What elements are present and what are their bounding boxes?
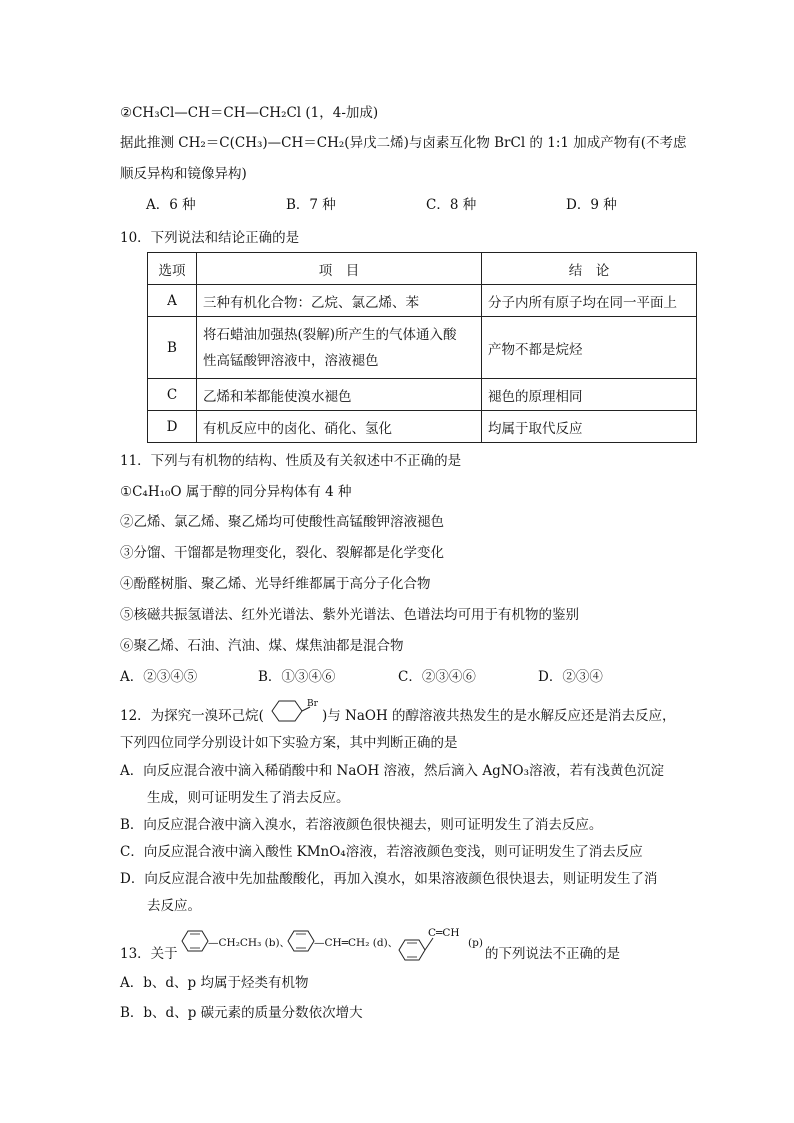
table-row [148, 317, 697, 379]
q12-option-a-line1: A．向反应混合液中滴入稀硝酸中和 NaOH 溶液，然后滴入 AgNO₃溶液，若有浅黄色沉淀 [120, 763, 665, 779]
table-header-row [148, 253, 697, 285]
row-item: 有机反应中的卤化、硝化、氢化 [197, 411, 482, 443]
q10-table [147, 252, 697, 443]
row-item: 乙烯和苯都能使溴水褪色 [197, 379, 482, 411]
br-label: Br [307, 699, 318, 709]
table-row [148, 379, 697, 411]
q9-line2: 据此推测 CH₂＝C(CH₃)—CH＝CH₂(异戊二烯)与卤素互化物 BrCl 的 1:1 加成产物有(不考虑 [120, 135, 687, 151]
q12-option-c: C．向反应混合液中滴入酸性 KMnO₄溶液，若溶液颜色变浅，则可证明发生了消去反应 [120, 844, 643, 860]
q11-item-5: ⑤核磁共振氢谱法、红外光谱法、紫外光谱法、色谱法均可用于有机物的鉴别 [120, 607, 579, 623]
row-item-line1: 将石蜡油加强热(裂解)所产生的气体通入酸 [203, 326, 457, 343]
row-item-line2: 性高锰酸钾溶液中，溶液褪色 [203, 352, 379, 369]
q13-option-a: A．b、d、p 均属于烃类有机物 [120, 975, 309, 991]
q12-option-a-line2: 生成，则可证明发生了消去反应。 [147, 790, 350, 806]
header-item: 项 目 [197, 253, 482, 285]
q11-options [120, 668, 603, 686]
q11-stem: 11．下列与有机物的结构、性质及有关叙述中不正确的是 [120, 453, 462, 469]
p-top-label: C═CH [428, 927, 460, 939]
q11-item-6: ⑥聚乙烯、石油、汽油、煤、煤焦油都是混合物 [120, 638, 404, 654]
q11-option-b: B．①③④⑥ [258, 669, 336, 685]
q13-prefix: 13．关于 [120, 946, 178, 962]
q11-item-1: ①C₄H₁₀O 属于醇的同分异构体有 4 种 [120, 484, 352, 500]
q11-item-4: ④酚醛树脂、聚乙烯、光导纤维都属于高分子化合物 [120, 576, 431, 592]
q9-option-c: C．8 种 [426, 197, 477, 213]
q9-line1: ②CH₃Cl—CH＝CH—CH₂Cl (1，4-加成) [120, 105, 379, 121]
q9-options [146, 196, 617, 214]
header-conclusion: 结 论 [482, 253, 697, 285]
styrene-structure [284, 928, 318, 954]
q11-option-d: D．②③④ [538, 669, 603, 685]
q12-option-d-line1: D．向反应混合液中先加盐酸酸化，再加入溴水，如果溶液颜色很快退去，则证明发生了消 [120, 871, 658, 887]
q11-option-c: C．②③④⑥ [398, 669, 476, 685]
q9-option-b: B．7 种 [286, 197, 336, 213]
q12-option-d-line2: 去反应。 [147, 898, 201, 914]
table-row [148, 411, 697, 443]
d-label: —CH═CH₂ (d)、 [314, 937, 399, 949]
q9-option-a: A．6 种 [146, 197, 196, 213]
q11-option-a: A．②③④⑤ [120, 669, 198, 685]
row-item [197, 317, 482, 379]
row-conclusion: 褪色的原理相同 [482, 379, 697, 411]
q13-suffix: 的下列说法不正确的是 [485, 946, 620, 962]
row-conclusion: 产物不都是烷烃 [482, 317, 697, 379]
ethylbenzene-structure [178, 928, 212, 954]
q12-option-b: B．向反应混合液中滴入溴水，若溶液颜色很快褪去，则可证明发生了消去反应。 [120, 817, 603, 833]
row-item: 三种有机化合物：乙烷、氯乙烯、苯 [197, 285, 482, 317]
row-conclusion: 分子内所有原子均在同一平面上 [482, 285, 697, 317]
q12-stem-part2: )与 NaOH 的醇溶液共热发生的是水解反应还是消去反应， [322, 708, 676, 724]
row-option: D [148, 411, 197, 443]
q9-line3: 顺反异构和镜像异构) [120, 166, 247, 182]
row-conclusion: 均属于取代反应 [482, 411, 697, 443]
header-option: 选项 [148, 253, 197, 285]
row-option: C [148, 379, 197, 411]
table-row [148, 285, 697, 317]
q13-option-b: B．b、d、p 碳元素的质量分数依次增大 [120, 1005, 363, 1021]
q12-stem-part1: 12．为探究一溴环己烷( [120, 708, 264, 724]
q12-stem-line2: 下列四位同学分别设计如下实验方案，其中判断正确的是 [120, 735, 458, 751]
p-label: (p) [468, 937, 483, 949]
q9-option-d: D．9 种 [566, 197, 617, 213]
q11-item-3: ③分馏、干馏都是物理变化，裂化、裂解都是化学变化 [120, 545, 444, 561]
row-option: A [148, 285, 197, 317]
b-label: —CH₂CH₃ (b)、 [208, 937, 291, 949]
row-option: B [148, 317, 197, 379]
q10-stem: 10．下列说法和结论正确的是 [120, 230, 300, 246]
q11-item-2: ②乙烯、氯乙烯、聚乙烯均可使酸性高锰酸钾溶液褪色 [120, 514, 444, 530]
